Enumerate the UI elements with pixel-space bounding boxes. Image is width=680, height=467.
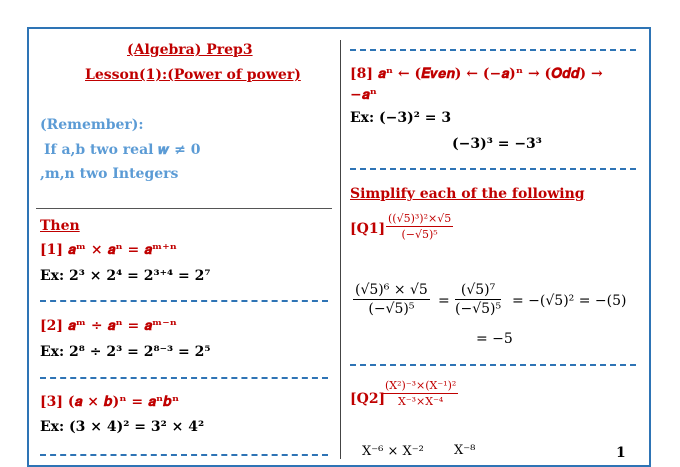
question-2-fraction bbox=[383, 379, 458, 408]
example-8a: Ex: (−3)² = 3 bbox=[350, 110, 452, 126]
question-1-denominator: (−√5)⁵ bbox=[401, 228, 438, 241]
dashed-divider bbox=[40, 377, 328, 379]
question-1-label: [Q1] bbox=[350, 221, 386, 237]
example-8b: (−3)³ = −3³ bbox=[452, 136, 542, 152]
solution-1-denominator-a: (−√5)⁵ bbox=[368, 301, 415, 317]
rule-1: [1] 𝒂ᵐ × 𝒂ⁿ = 𝒂ᵐ⁺ⁿ bbox=[40, 242, 177, 258]
solution-1-denominator-b: (−√5)⁵ bbox=[455, 301, 502, 317]
solution-1-equals: = bbox=[438, 293, 450, 309]
question-2-label: [Q2] bbox=[350, 391, 386, 407]
solution-2-partial-b: X⁻⁸ bbox=[454, 443, 476, 458]
question-1-numerator: ((√5)³)²×√5 bbox=[388, 212, 452, 225]
solution-1-fraction-a bbox=[353, 282, 430, 317]
solution-1-numerator-b: (√5)⁷ bbox=[455, 282, 501, 300]
solution-1-fraction-b bbox=[455, 282, 501, 317]
question-2-numerator: (X²)⁻³×(X⁻¹)² bbox=[385, 379, 457, 392]
dashed-divider bbox=[40, 300, 328, 302]
question-2-denominator: X⁻³×X⁻⁴ bbox=[397, 395, 444, 408]
rule-3: [3] (𝒂 × 𝒃)ⁿ = 𝒂ⁿ𝒃ⁿ bbox=[40, 394, 180, 410]
integers-line: ,m,n two Integers bbox=[40, 166, 179, 182]
question-1-fraction bbox=[386, 212, 453, 241]
lesson-title: Lesson(1):(Power of power) bbox=[85, 67, 301, 83]
section-divider bbox=[36, 208, 332, 209]
solution-1-result: = −5 bbox=[476, 331, 513, 347]
column-divider bbox=[340, 40, 341, 459]
condition-line: If a,b two real 𝒘 ≠ 0 bbox=[44, 142, 201, 158]
dashed-divider bbox=[350, 49, 636, 51]
simplify-heading: Simplify each of the following bbox=[350, 186, 585, 202]
dashed-divider bbox=[40, 454, 328, 456]
solution-1-tail: = −(√5)² = −(5) bbox=[512, 293, 627, 309]
page-title: (Algebra) Prep3 bbox=[127, 42, 253, 58]
solution-2-partial-a: X⁻⁶ × X⁻² bbox=[362, 444, 424, 459]
remember-heading: (Remember): bbox=[40, 117, 144, 133]
dashed-divider bbox=[350, 168, 636, 170]
example-1: Ex: 2³ × 2⁴ = 2³⁺⁴ = 2⁷ bbox=[40, 268, 211, 284]
rule-8: [8] 𝒂ⁿ ← (𝑬𝒗𝒆𝒏) ← (−𝒂)ⁿ → (𝑶𝒅𝒅) → bbox=[350, 66, 603, 82]
rule-8-continued: −𝒂ⁿ bbox=[350, 87, 377, 103]
example-2: Ex: 2⁸ ÷ 2³ = 2⁸⁻³ = 2⁵ bbox=[40, 344, 211, 360]
rule-2: [2] 𝒂ᵐ ÷ 𝒂ⁿ = 𝒂ᵐ⁻ⁿ bbox=[40, 318, 177, 334]
solution-1-numerator-a: (√5)⁶ × √5 bbox=[355, 282, 428, 298]
example-3: Ex: (3 × 4)² = 3² × 4² bbox=[40, 419, 205, 435]
solution-2-partial-c: 1 bbox=[616, 445, 626, 461]
dashed-divider bbox=[350, 364, 636, 366]
then-heading: Then bbox=[40, 218, 80, 234]
